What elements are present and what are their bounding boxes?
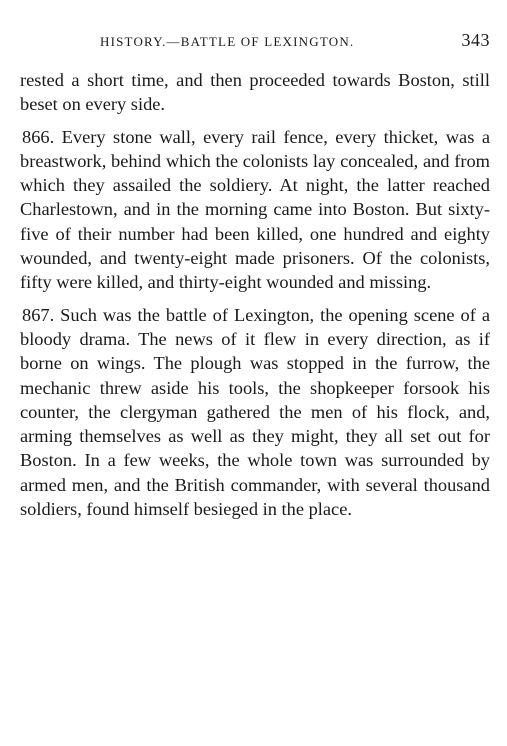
paragraph-continuation: rested a short time, and then proceeded towards Boston, still beset on every side. [20, 70, 490, 115]
book-page [20, 30, 490, 521]
page-number: 343 [461, 30, 490, 50]
paragraph-866: 866. Every stone wall, every rail fence, every thicket, was a breastwork, behind which the colonists lay concealed, and from which they assailed the soldiery. At night, the latter reached Charlestown, and in the morning came into Boston. But sixty-five of their number had been killed, one hundred and eighty wounded, and twenty-eight made prisoners. Of the colonists, fifty were killed, and thirty-eight wounded and missing. [20, 126, 490, 293]
running-title: HISTORY.—BATTLE OF LEXINGTON. [100, 34, 355, 49]
paragraph-867: 867. Such was the battle of Lexington, the opening scene of a bloody drama. The news of it flew in every direction, as if borne on wings. The plough was stopped in the furrow, the mechanic threw aside his tools, the shopkeeper forsook his counter, the clergyman gathered the men of his flock, and, arming themselves as well as they might, they all set out for Boston. In a few weeks, the whole town was surrounded by armed men, and the British commander, with several thousand soldiers, found himself besieged in the place. [20, 304, 490, 520]
page-header [20, 30, 490, 60]
